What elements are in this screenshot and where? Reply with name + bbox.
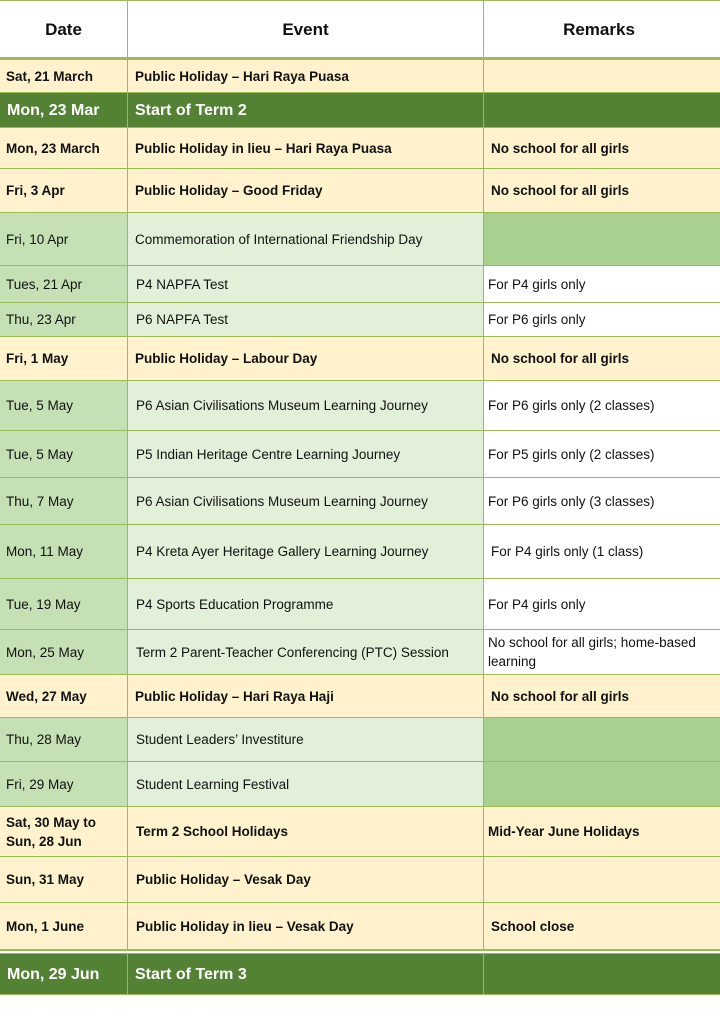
event-cell: Start of Term 3 [128, 954, 484, 994]
event-cell: Term 2 School Holidays [128, 807, 484, 856]
event-cell: P6 NAPFA Test [128, 303, 484, 336]
table-row [0, 525, 720, 579]
remark-cell [484, 857, 720, 902]
date-cell: Sat, 30 May to Sun, 28 Jun [0, 807, 128, 856]
remark-cell: School close [484, 903, 720, 949]
remark-cell [484, 213, 720, 265]
remark-cell: For P6 girls only (2 classes) [484, 381, 720, 430]
table-row [0, 675, 720, 718]
date-cell: Tue, 5 May [0, 431, 128, 477]
remark-cell: No school for all girls [484, 169, 720, 212]
table-row [0, 93, 720, 128]
event-cell: Term 2 Parent-Teacher Conferencing (PTC) Session [128, 630, 484, 674]
event-cell: Public Holiday – Hari Raya Haji [128, 675, 484, 717]
table-row [0, 718, 720, 762]
event-cell: P6 Asian Civilisations Museum Learning Journey [128, 381, 484, 430]
event-cell: P4 NAPFA Test [128, 266, 484, 302]
date-cell: Mon, 1 June [0, 903, 128, 949]
table-header [0, 1, 720, 60]
date-cell: Tue, 5 May [0, 381, 128, 430]
table-row [0, 337, 720, 381]
header-date: Date [0, 1, 128, 57]
table-row [0, 950, 720, 995]
remark-cell [484, 93, 720, 127]
remark-cell: No school for all girls; home-based learning [484, 630, 720, 674]
table-row [0, 266, 720, 303]
date-cell: Fri, 1 May [0, 337, 128, 380]
date-cell: Sat, 21 March [0, 60, 128, 92]
event-cell: Student Learning Festival [128, 762, 484, 806]
event-cell: P6 Asian Civilisations Museum Learning Journey [128, 478, 484, 524]
header-remarks: Remarks [484, 1, 720, 57]
remark-cell: For P6 girls only [484, 303, 720, 336]
date-cell: Fri, 3 Apr [0, 169, 128, 212]
remark-cell [484, 954, 720, 994]
date-cell: Fri, 10 Apr [0, 213, 128, 265]
table-row [0, 60, 720, 93]
remark-cell: For P6 girls only (3 classes) [484, 478, 720, 524]
event-cell: Public Holiday – Labour Day [128, 337, 484, 380]
header-event: Event [128, 1, 484, 57]
date-cell: Mon, 25 May [0, 630, 128, 674]
table-row [0, 303, 720, 337]
event-cell: P4 Sports Education Programme [128, 579, 484, 629]
event-cell: Public Holiday in lieu – Hari Raya Puasa [128, 128, 484, 168]
table-row [0, 762, 720, 807]
remark-cell: No school for all girls [484, 337, 720, 380]
table-row [0, 169, 720, 213]
remark-cell: No school for all girls [484, 675, 720, 717]
remark-cell: No school for all girls [484, 128, 720, 168]
event-cell: P5 Indian Heritage Centre Learning Journey [128, 431, 484, 477]
event-cell: Start of Term 2 [128, 93, 484, 127]
table-row [0, 807, 720, 857]
event-cell: P4 Kreta Ayer Heritage Gallery Learning Journey [128, 525, 484, 578]
event-cell: Public Holiday – Hari Raya Puasa [128, 60, 484, 92]
event-cell: Public Holiday in lieu – Vesak Day [128, 903, 484, 949]
remark-cell [484, 60, 720, 92]
remark-cell: For P4 girls only [484, 266, 720, 302]
date-cell: Mon, 29 Jun [0, 954, 128, 994]
date-cell: Wed, 27 May [0, 675, 128, 717]
table-row [0, 903, 720, 950]
table-row [0, 630, 720, 675]
date-cell: Thu, 28 May [0, 718, 128, 761]
date-cell: Mon, 23 Mar [0, 93, 128, 127]
table-row [0, 431, 720, 478]
remark-cell [484, 718, 720, 761]
table-row [0, 579, 720, 630]
event-cell: Commemoration of International Friendship Day [128, 213, 484, 265]
date-cell: Fri, 29 May [0, 762, 128, 806]
remark-cell: For P5 girls only (2 classes) [484, 431, 720, 477]
remark-cell: For P4 girls only (1 class) [484, 525, 720, 578]
date-cell: Sun, 31 May [0, 857, 128, 902]
table-row [0, 857, 720, 903]
remark-cell: For P4 girls only [484, 579, 720, 629]
remark-cell [484, 762, 720, 806]
table-body [0, 60, 720, 995]
date-cell: Thu, 7 May [0, 478, 128, 524]
event-cell: Public Holiday – Vesak Day [128, 857, 484, 902]
table-row [0, 381, 720, 431]
date-cell: Tues, 21 Apr [0, 266, 128, 302]
date-cell: Thu, 23 Apr [0, 303, 128, 336]
date-cell: Tue, 19 May [0, 579, 128, 629]
date-cell: Mon, 11 May [0, 525, 128, 578]
event-cell: Public Holiday – Good Friday [128, 169, 484, 212]
table-row [0, 128, 720, 169]
table-row [0, 478, 720, 525]
event-cell: Student Leaders’ Investiture [128, 718, 484, 761]
remark-cell: Mid-Year June Holidays [484, 807, 720, 856]
table-row [0, 213, 720, 266]
date-cell: Mon, 23 March [0, 128, 128, 168]
